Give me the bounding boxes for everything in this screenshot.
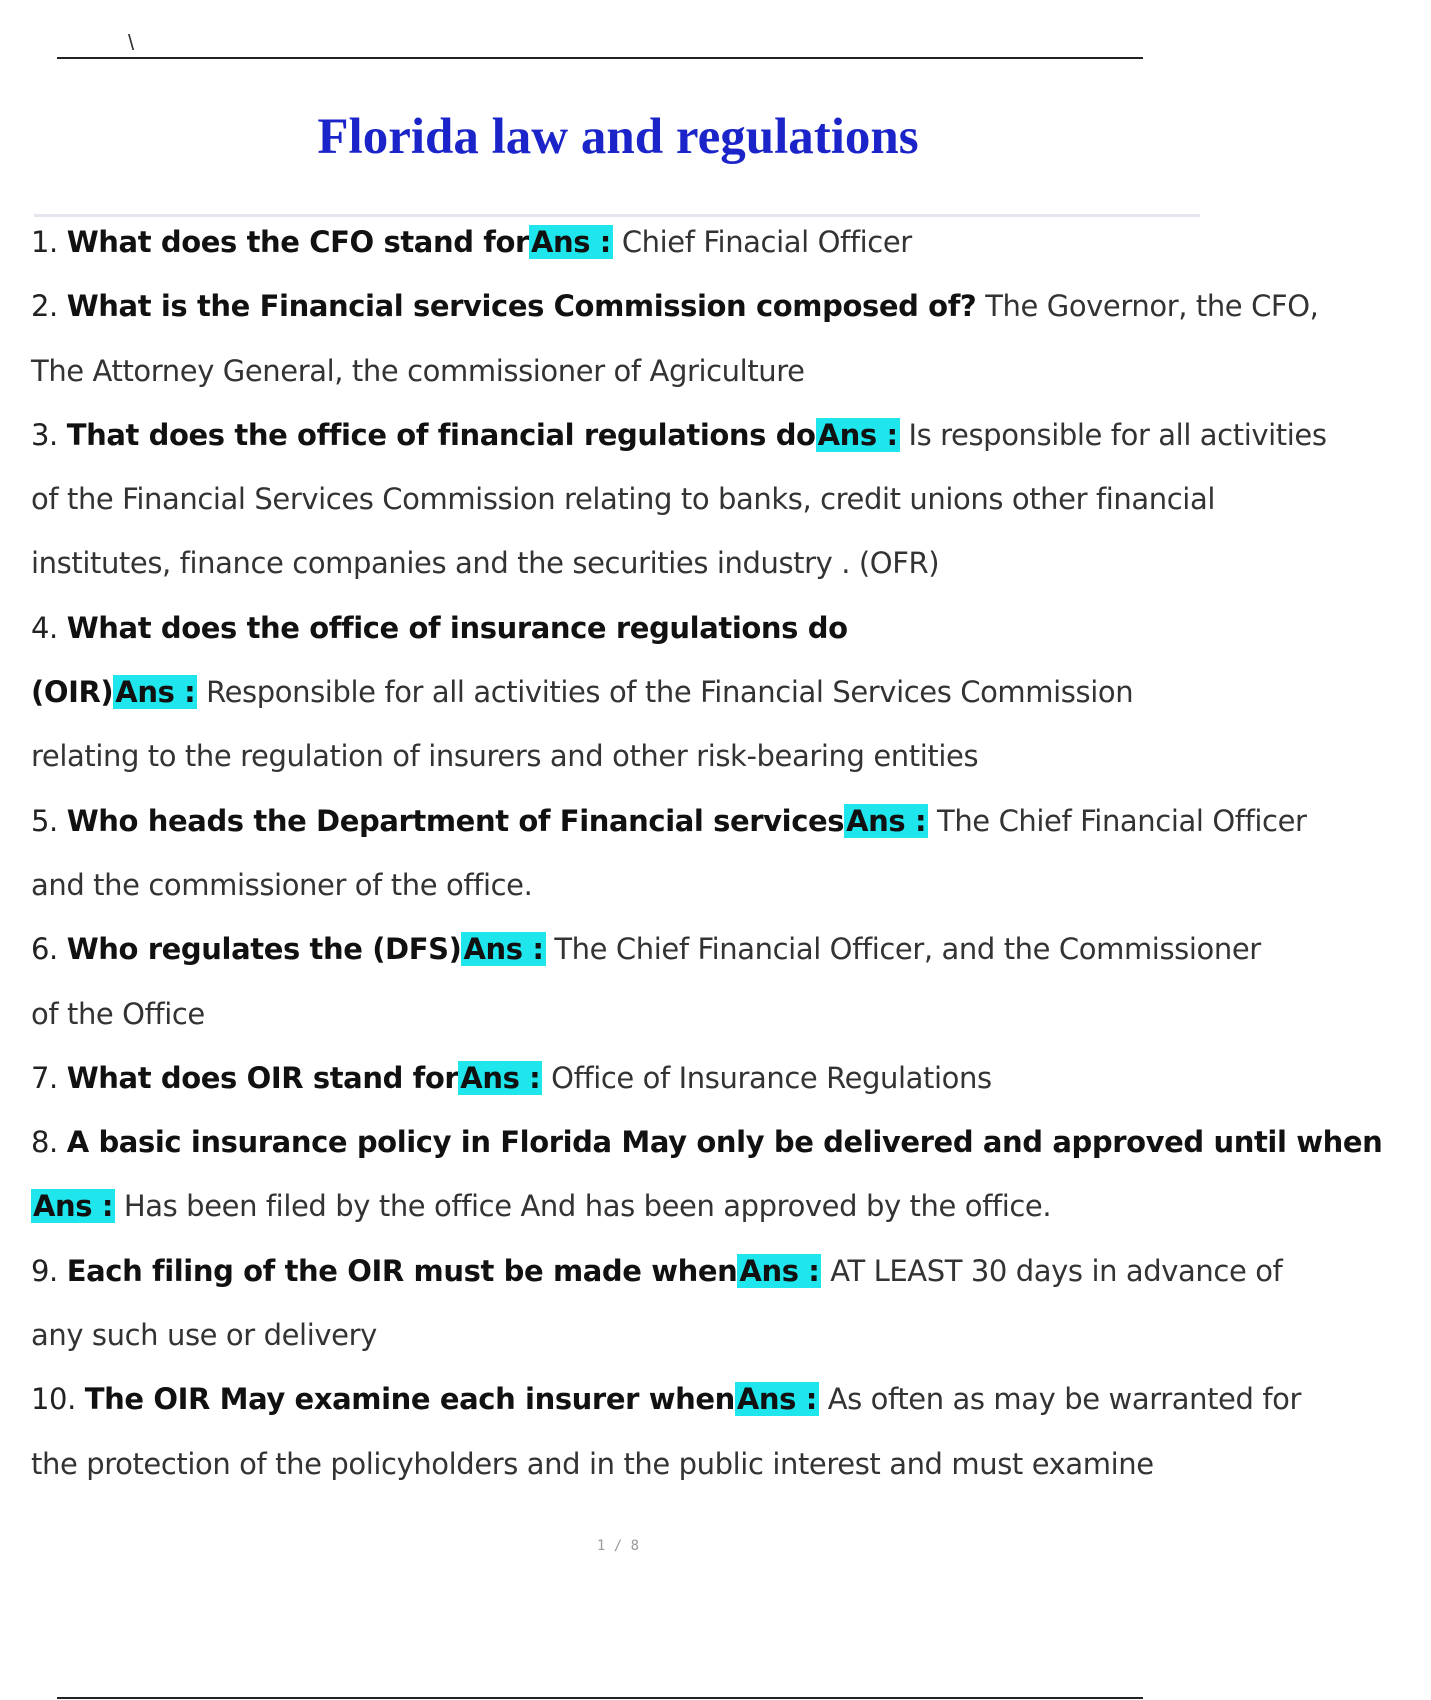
item-number: 2.: [31, 289, 58, 324]
title-divider: [34, 214, 1200, 217]
answer-text: The Governor, the CFO,: [985, 289, 1319, 324]
answer-text: institutes, finance companies and the securities industry . (OFR): [31, 546, 940, 581]
question-text: What does the office of insurance regulations do: [66, 610, 848, 645]
question-text: What does OIR stand for: [66, 1060, 459, 1095]
answer-text: Is responsible for all activities: [908, 417, 1327, 452]
answer-text: of the Financial Services Commission relating to banks, credit unions other financial: [31, 482, 1215, 517]
qa-item-8-cont: [31, 1186, 1431, 1250]
answer-text: the protection of the policyholders and in the public interest and must examine: [31, 1446, 1154, 1481]
item-number: 7.: [31, 1060, 58, 1095]
item-number: 9.: [31, 1253, 58, 1288]
qa-item-1: [31, 222, 1431, 286]
question-text: Each filing of the OIR must be made when: [66, 1253, 738, 1288]
question-text: That does the office of financial regulations do: [66, 417, 816, 452]
page-title: Florida law and regulations: [317, 109, 919, 165]
answer-text: any such use or delivery: [31, 1318, 377, 1353]
qa-item-3: [31, 415, 1431, 479]
answer-text: Office of Insurance Regulations: [551, 1060, 992, 1095]
question-text: A basic insurance policy in Florida May only be delivered and approved until when: [66, 1125, 1383, 1160]
ans-label: Ans :: [846, 803, 927, 838]
qa-item-8: [31, 1122, 1431, 1186]
qa-item-2: [31, 286, 1431, 350]
ans-label: Ans :: [463, 932, 544, 967]
answer-text: of the Office: [31, 996, 205, 1031]
qa-item-6-cont: [31, 994, 1431, 1058]
answer-text: AT LEAST 30 days in advance of: [830, 1253, 1283, 1288]
qa-item-10: [31, 1379, 1431, 1443]
ans-label: Ans :: [530, 225, 611, 259]
page-number: 1 / 8: [596, 1538, 640, 1554]
answer-text: Chief Finacial Officer: [621, 225, 912, 259]
ans-label: Ans :: [33, 1189, 114, 1224]
qa-item-5: [31, 801, 1431, 865]
ans-label: Ans :: [817, 417, 898, 452]
answer-text: Has been filed by the office And has been approved by the office.: [123, 1189, 1052, 1224]
ans-label: Ans :: [115, 675, 196, 710]
item-number: 4.: [31, 610, 58, 645]
header-mark: \: [128, 30, 135, 55]
answer-text: The Chief Financial Officer: [937, 803, 1307, 838]
qa-item-3-cont: [31, 479, 1431, 543]
qa-item-2-cont: [31, 351, 1431, 415]
ans-label: Ans :: [736, 1382, 817, 1417]
header-rule: [57, 57, 1143, 59]
answer-text: The Attorney General, the commissioner of Agriculture: [31, 353, 805, 388]
answer-text: The Chief Financial Officer, and the Commissioner: [554, 932, 1261, 967]
answer-text: As often as may be warranted for: [827, 1382, 1301, 1417]
answer-text: relating to the regulation of insurers and other risk-bearing entities: [31, 739, 979, 774]
qa-item-10-cont: [31, 1444, 1431, 1508]
qa-item-4-cont: [31, 672, 1431, 736]
question-text: What does the CFO stand for: [66, 225, 529, 259]
item-number: 8.: [31, 1125, 58, 1160]
footer-rule: [57, 1697, 1143, 1699]
ans-label: Ans :: [739, 1253, 820, 1288]
question-text: Who heads the Department of Financial services: [66, 803, 845, 838]
item-number: 5.: [31, 803, 58, 838]
qa-item-9: [31, 1251, 1431, 1315]
qa-item-4-cont: [31, 736, 1431, 800]
answer-text: and the commissioner of the office.: [31, 867, 533, 902]
question-text: Who regulates the (DFS): [66, 932, 462, 967]
question-text: What is the Financial services Commission composed of?: [66, 289, 977, 324]
qa-item-7: [31, 1058, 1431, 1122]
answer-text: Responsible for all activities of the Financial Services Commission: [206, 675, 1134, 710]
qa-item-6: [31, 929, 1431, 993]
item-number: 10.: [31, 1382, 76, 1417]
ans-label: Ans :: [460, 1060, 541, 1095]
item-number: 6.: [31, 932, 58, 967]
qa-item-5-cont: [31, 865, 1431, 929]
item-number: 1.: [31, 225, 58, 259]
qa-item-9-cont: [31, 1315, 1431, 1379]
question-text: (OIR): [31, 675, 114, 710]
item-number: 3.: [31, 417, 58, 452]
qa-item-3-cont: [31, 543, 1431, 607]
qa-item-4: [31, 608, 1431, 672]
qa-list: [31, 222, 1431, 1508]
question-text: The OIR May examine each insurer when: [84, 1382, 735, 1417]
